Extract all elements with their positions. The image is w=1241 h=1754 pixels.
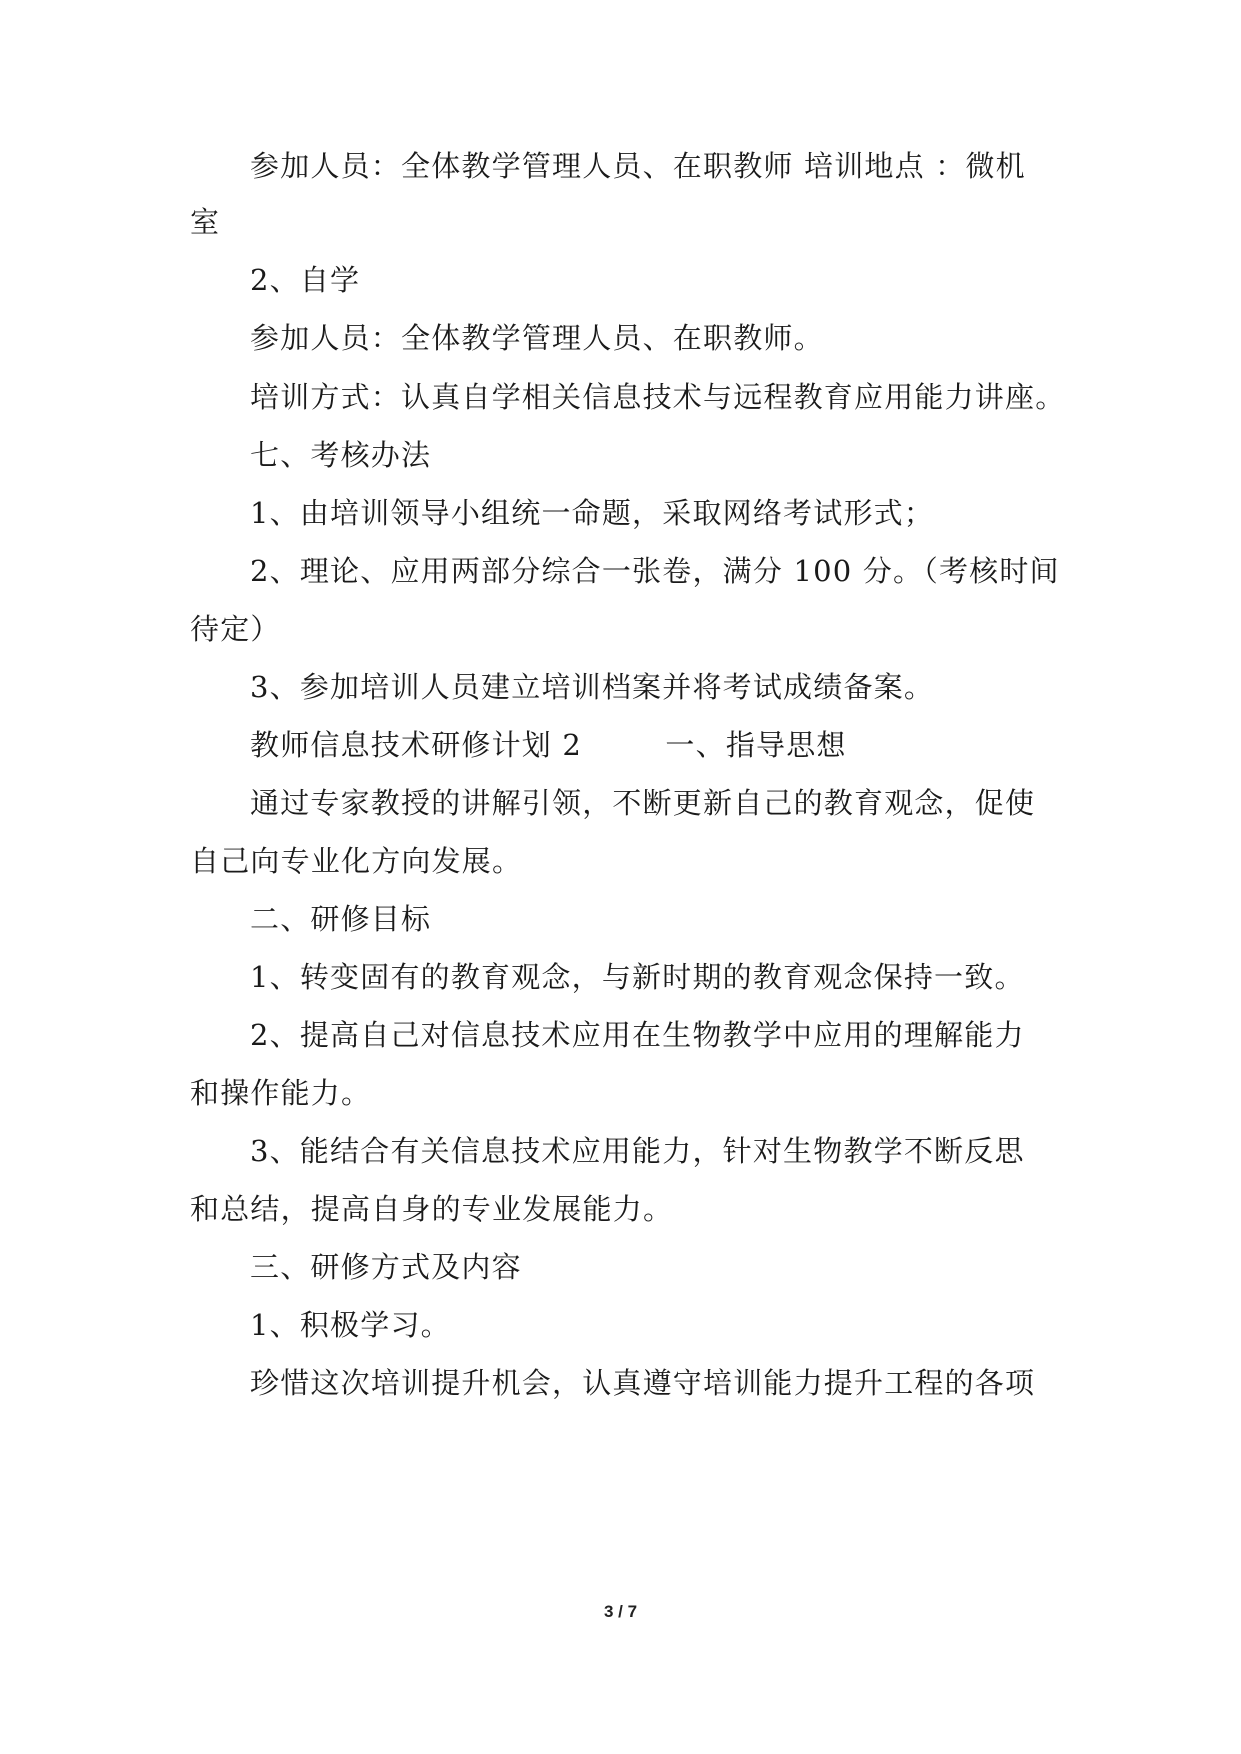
text-line: 教师信息技术研修计划 2 一、指导思想 <box>250 728 847 762</box>
page-number: 3 / 7 <box>603 1602 638 1621</box>
text-line: 三、研修方式及内容 <box>250 1250 522 1284</box>
text-line: 3、能结合有关信息技术应用能力，针对生物教学不断反思 <box>250 1134 1025 1168</box>
text-line: 1、转变固有的教育观念，与新时期的教育观念保持一致。 <box>250 960 1025 994</box>
text-line: 2、理论、应用两部分综合一张卷，满分 100 分。（考核时间 <box>250 554 1060 588</box>
text-line: 1、积极学习。 <box>250 1308 451 1342</box>
text-line: 二、研修目标 <box>250 902 432 936</box>
text-line: 参加人员：全体教学管理人员、在职教师 培训地点 ：微机 <box>250 149 1026 183</box>
text-line: 待定） <box>190 612 281 646</box>
text-line: 2、提高自己对信息技术应用在生物教学中应用的理解能力 <box>250 1018 1025 1052</box>
text-line: 和操作能力。 <box>190 1076 372 1110</box>
text-line: 和总结，提高自身的专业发展能力。 <box>190 1192 674 1226</box>
text-line: 参加人员：全体教学管理人员、在职教师。 <box>250 321 824 355</box>
text-line: 自己向专业化方向发展。 <box>190 844 523 878</box>
text-line: 珍惜这次培训提升机会，认真遵守培训能力提升工程的各项 <box>250 1366 1036 1400</box>
text-line: 七、考核办法 <box>250 438 432 472</box>
text-line: 1、由培训领导小组统一命题，采取网络考试形式； <box>250 496 935 530</box>
text-line: 室 <box>190 205 221 239</box>
text-line: 2、自学 <box>250 263 361 297</box>
text-line: 培训方式：认真自学相关信息技术与远程教育应用能力讲座。 <box>250 380 1066 414</box>
text-line: 3、参加培训人员建立培训档案并将考试成绩备案。 <box>250 670 935 704</box>
text-line: 通过专家教授的讲解引领，不断更新自己的教育观念，促使 <box>250 786 1036 820</box>
